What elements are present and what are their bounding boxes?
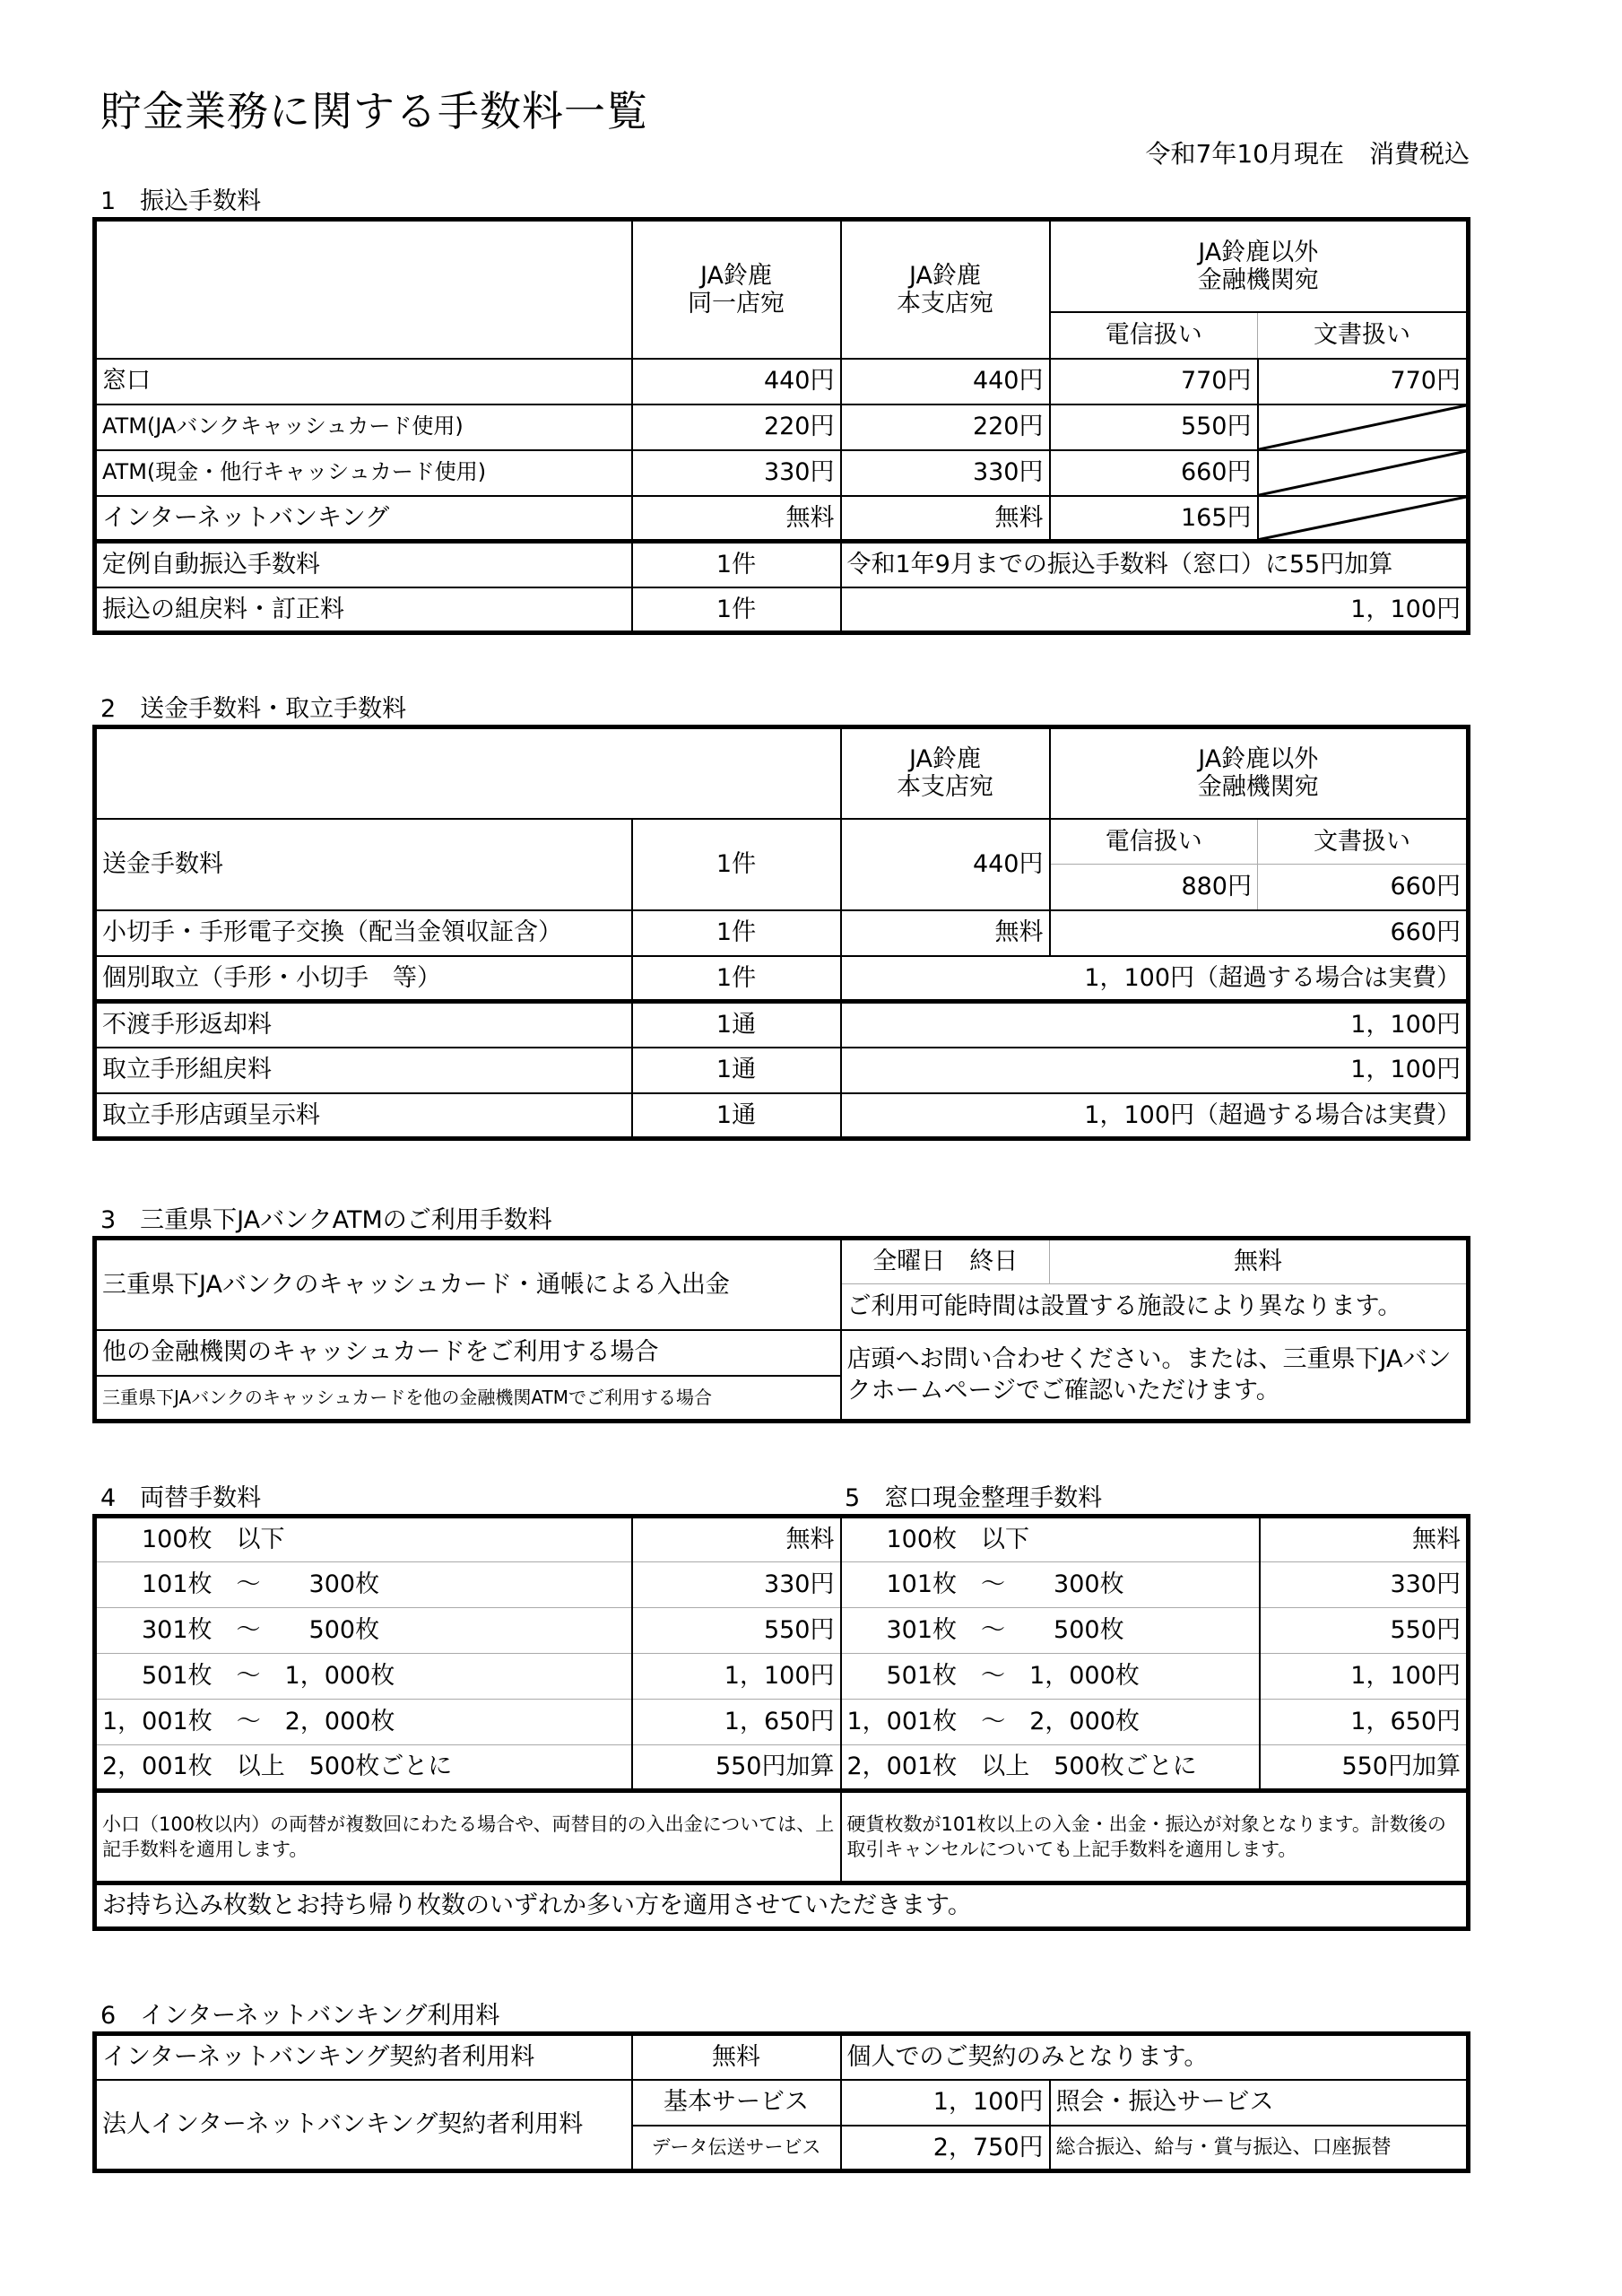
header-document: 文書扱い <box>1258 819 1469 865</box>
section-4-heading: 4 両替手数料 <box>100 1484 262 1512</box>
row-label: 小切手・手形電子交換（配当金領収証含） <box>95 910 632 956</box>
row-value: 令和1年9月までの振込手数料（窓口）に55円加算 <box>841 542 1469 587</box>
fee-telegraph: 880円 <box>1050 865 1258 910</box>
table-row <box>95 1700 1469 1745</box>
not-applicable-cell <box>1258 404 1469 450</box>
exchange-range: 101枚 ～ 300枚 <box>95 1562 632 1608</box>
row-value: 1，100円 <box>841 1002 1469 1048</box>
table-row <box>95 1654 1469 1700</box>
section-6-heading: 6 インターネットバンキング利用料 <box>100 2002 500 2030</box>
row-value: 1，100円 <box>841 587 1469 633</box>
table-row <box>95 1002 1469 1048</box>
table-row <box>95 2034 1469 2080</box>
row-note: 個人でのご契約のみとなります。 <box>841 2034 1469 2080</box>
remittance-fee-table <box>92 725 1470 1141</box>
availability-days: 全曜日 終日 <box>841 1239 1050 1284</box>
page-title: 貯金業務に関する手数料一覧 <box>100 87 648 135</box>
row-label: 取立手形店頭呈示料 <box>95 1093 632 1139</box>
row-unit: 1通 <box>632 1093 841 1139</box>
row-label: 三重県下JAバンクのキャッシュカード・通帳による入出金 <box>95 1239 841 1330</box>
cash-range: 301枚 ～ 500枚 <box>841 1608 1260 1654</box>
row-label: 個別取立（手形・小切手 等） <box>95 956 632 1002</box>
section-2-heading: 2 送金手数料・取立手数料 <box>100 695 407 723</box>
service-desc: 総合振込、給与・賞与振込、口座振替 <box>1050 2126 1469 2171</box>
cash-fee: 550円加算 <box>1260 1745 1469 1791</box>
cash-range: 1，001枚 ～ 2，000枚 <box>841 1700 1260 1745</box>
table-row <box>95 1517 1469 1562</box>
exchange-range: 100枚 以下 <box>95 1517 632 1562</box>
cash-fee: 330円 <box>1260 1562 1469 1608</box>
header-main-branch: JA鈴鹿 本支店宛 <box>841 727 1050 819</box>
header-other-bank: JA鈴鹿以外 金融機関宛 <box>1050 727 1469 819</box>
fee-main: 440円 <box>841 819 1050 910</box>
row-unit: 1通 <box>632 1048 841 1093</box>
table-row <box>95 1562 1469 1608</box>
header-telegraph: 電信扱い <box>1050 312 1258 359</box>
service-desc: 照会・振込サービス <box>1050 2080 1469 2126</box>
inquiry-note: 店頭へお問い合わせください。または、三重県下JAバンクホームページでご確認いただけます。 <box>841 1330 1469 1422</box>
cash-note: 硬貨枚数が101枚以上の入金・出金・振込が対象となります。計数後の取引キャンセルについても上記手数料を適用します。 <box>841 1791 1469 1883</box>
table-row <box>95 359 1469 404</box>
section-1-heading: 1 振込手数料 <box>100 187 262 215</box>
row-unit: 1件 <box>632 587 841 633</box>
row-label: 三重県下JAバンクのキャッシュカードを他の金融機関ATMでご利用する場合 <box>95 1376 841 1422</box>
exchange-range: 501枚 ～ 1，000枚 <box>95 1654 632 1700</box>
row-unit: 1件 <box>632 542 841 587</box>
fee-same: 330円 <box>632 450 841 496</box>
table-row <box>95 1608 1469 1654</box>
table-row <box>95 819 1469 865</box>
cash-fee: 1，100円 <box>1260 1654 1469 1700</box>
fee-same: 220円 <box>632 404 841 450</box>
row-label: 送金手数料 <box>95 819 632 910</box>
atm-fee-table <box>92 1236 1470 1423</box>
row-label: 取立手形組戻料 <box>95 1048 632 1093</box>
row-value: 1，100円（超過する場合は実費） <box>841 956 1469 1002</box>
exchange-fee: 1，650円 <box>632 1700 841 1745</box>
row-label: インターネットバンキング契約者利用料 <box>95 2034 632 2080</box>
table-row <box>95 542 1469 587</box>
table-row <box>95 2080 1469 2126</box>
not-applicable-cell <box>1258 496 1469 542</box>
exchange-fee: 330円 <box>632 1562 841 1608</box>
cash-range: 100枚 以下 <box>841 1517 1260 1562</box>
fee-document: 770円 <box>1258 359 1469 404</box>
row-label: 法人インターネットバンキング契約者利用料 <box>95 2080 632 2171</box>
row-label: 定例自動振込手数料 <box>95 542 632 587</box>
row-label: 不渡手形返却料 <box>95 1002 632 1048</box>
service-name: 基本サービス <box>632 2080 841 2126</box>
table-row <box>95 1745 1469 1791</box>
header-document: 文書扱い <box>1258 312 1469 359</box>
fee-telegraph: 770円 <box>1050 359 1258 404</box>
exchange-fee: 無料 <box>632 1517 841 1562</box>
table-row <box>95 1048 1469 1093</box>
fee-value: 無料 <box>632 2034 841 2080</box>
exchange-and-cash-fee-table <box>92 1514 1470 1931</box>
fee-telegraph: 550円 <box>1050 404 1258 450</box>
service-fee: 1，100円 <box>841 2080 1050 2126</box>
row-unit: 1通 <box>632 1002 841 1048</box>
exchange-fee: 1，100円 <box>632 1654 841 1700</box>
fee-telegraph: 660円 <box>1050 450 1258 496</box>
internet-banking-fee-table <box>92 2031 1470 2173</box>
fee-main: 無料 <box>841 910 1050 956</box>
row-label: 振込の組戻料・訂正料 <box>95 587 632 633</box>
exchange-fee: 550円 <box>632 1608 841 1654</box>
table-row <box>95 956 1469 1002</box>
header-other-bank: JA鈴鹿以外 金融機関宛 <box>1050 220 1469 312</box>
availability-note: ご利用可能時間は設置する施設により異なります。 <box>841 1284 1469 1330</box>
row-label: ATM(現金・他行キャッシュカード使用) <box>95 450 632 496</box>
fee-other: 660円 <box>1050 910 1469 956</box>
row-unit: 1件 <box>632 910 841 956</box>
table-row <box>95 587 1469 633</box>
exchange-range: 2，001枚 以上 500枚ごとに <box>95 1745 632 1791</box>
fee-main: 330円 <box>841 450 1050 496</box>
row-value: 1，100円（超過する場合は実費） <box>841 1093 1469 1139</box>
transfer-fee-table <box>92 217 1470 635</box>
cash-fee: 1，650円 <box>1260 1700 1469 1745</box>
row-label: 他の金融機関のキャッシュカードをご利用する場合 <box>95 1330 841 1376</box>
row-label: 窓口 <box>95 359 632 404</box>
row-label: ATM(JAバンクキャッシュカード使用) <box>95 404 632 450</box>
table-row <box>95 450 1469 496</box>
cash-fee: 550円 <box>1260 1608 1469 1654</box>
service-name: データ伝送サービス <box>632 2126 841 2171</box>
fee-telegraph: 165円 <box>1050 496 1258 542</box>
header-same-branch: JA鈴鹿 同一店宛 <box>632 220 841 359</box>
fee-value: 無料 <box>1050 1239 1469 1284</box>
fee-document: 660円 <box>1258 865 1469 910</box>
cash-fee: 無料 <box>1260 1517 1469 1562</box>
fee-same: 440円 <box>632 359 841 404</box>
row-label: インターネットバンキング <box>95 496 632 542</box>
table-row <box>95 404 1469 450</box>
header-main-branch: JA鈴鹿 本支店宛 <box>841 220 1050 359</box>
exchange-note: 小口（100枚以内）の両替が複数回にわたる場合や、両替目的の入出金については、上記手数料を適用します。 <box>95 1791 841 1883</box>
exchange-range: 1，001枚 ～ 2，000枚 <box>95 1700 632 1745</box>
section-5-heading: 5 窓口現金整理手数料 <box>845 1484 1103 1512</box>
fee-same: 無料 <box>632 496 841 542</box>
section-3-heading: 3 三重県下JAバンクATMのご利用手数料 <box>100 1206 552 1234</box>
cash-range: 2，001枚 以上 500枚ごとに <box>841 1745 1260 1791</box>
exchange-range: 301枚 ～ 500枚 <box>95 1608 632 1654</box>
fee-main: 220円 <box>841 404 1050 450</box>
not-applicable-cell <box>1258 450 1469 496</box>
service-fee: 2，750円 <box>841 2126 1050 2171</box>
table-row <box>95 910 1469 956</box>
header-blank-cell <box>95 727 841 819</box>
exchange-fee: 550円加算 <box>632 1745 841 1791</box>
fee-main: 無料 <box>841 496 1050 542</box>
header-telegraph: 電信扱い <box>1050 819 1258 865</box>
common-note: お持ち込み枚数とお持ち帰り枚数のいずれか多い方を適用させていただきます。 <box>95 1883 1469 1929</box>
header-blank-cell <box>95 220 632 359</box>
cash-range: 501枚 ～ 1，000枚 <box>841 1654 1260 1700</box>
row-unit: 1件 <box>632 819 841 910</box>
table-row <box>95 1093 1469 1139</box>
row-unit: 1件 <box>632 956 841 1002</box>
row-value: 1，100円 <box>841 1048 1469 1093</box>
as-of-date: 令和7年10月現在 消費税込 <box>1145 139 1470 169</box>
cash-range: 101枚 ～ 300枚 <box>841 1562 1260 1608</box>
table-row <box>95 496 1469 542</box>
fee-main: 440円 <box>841 359 1050 404</box>
